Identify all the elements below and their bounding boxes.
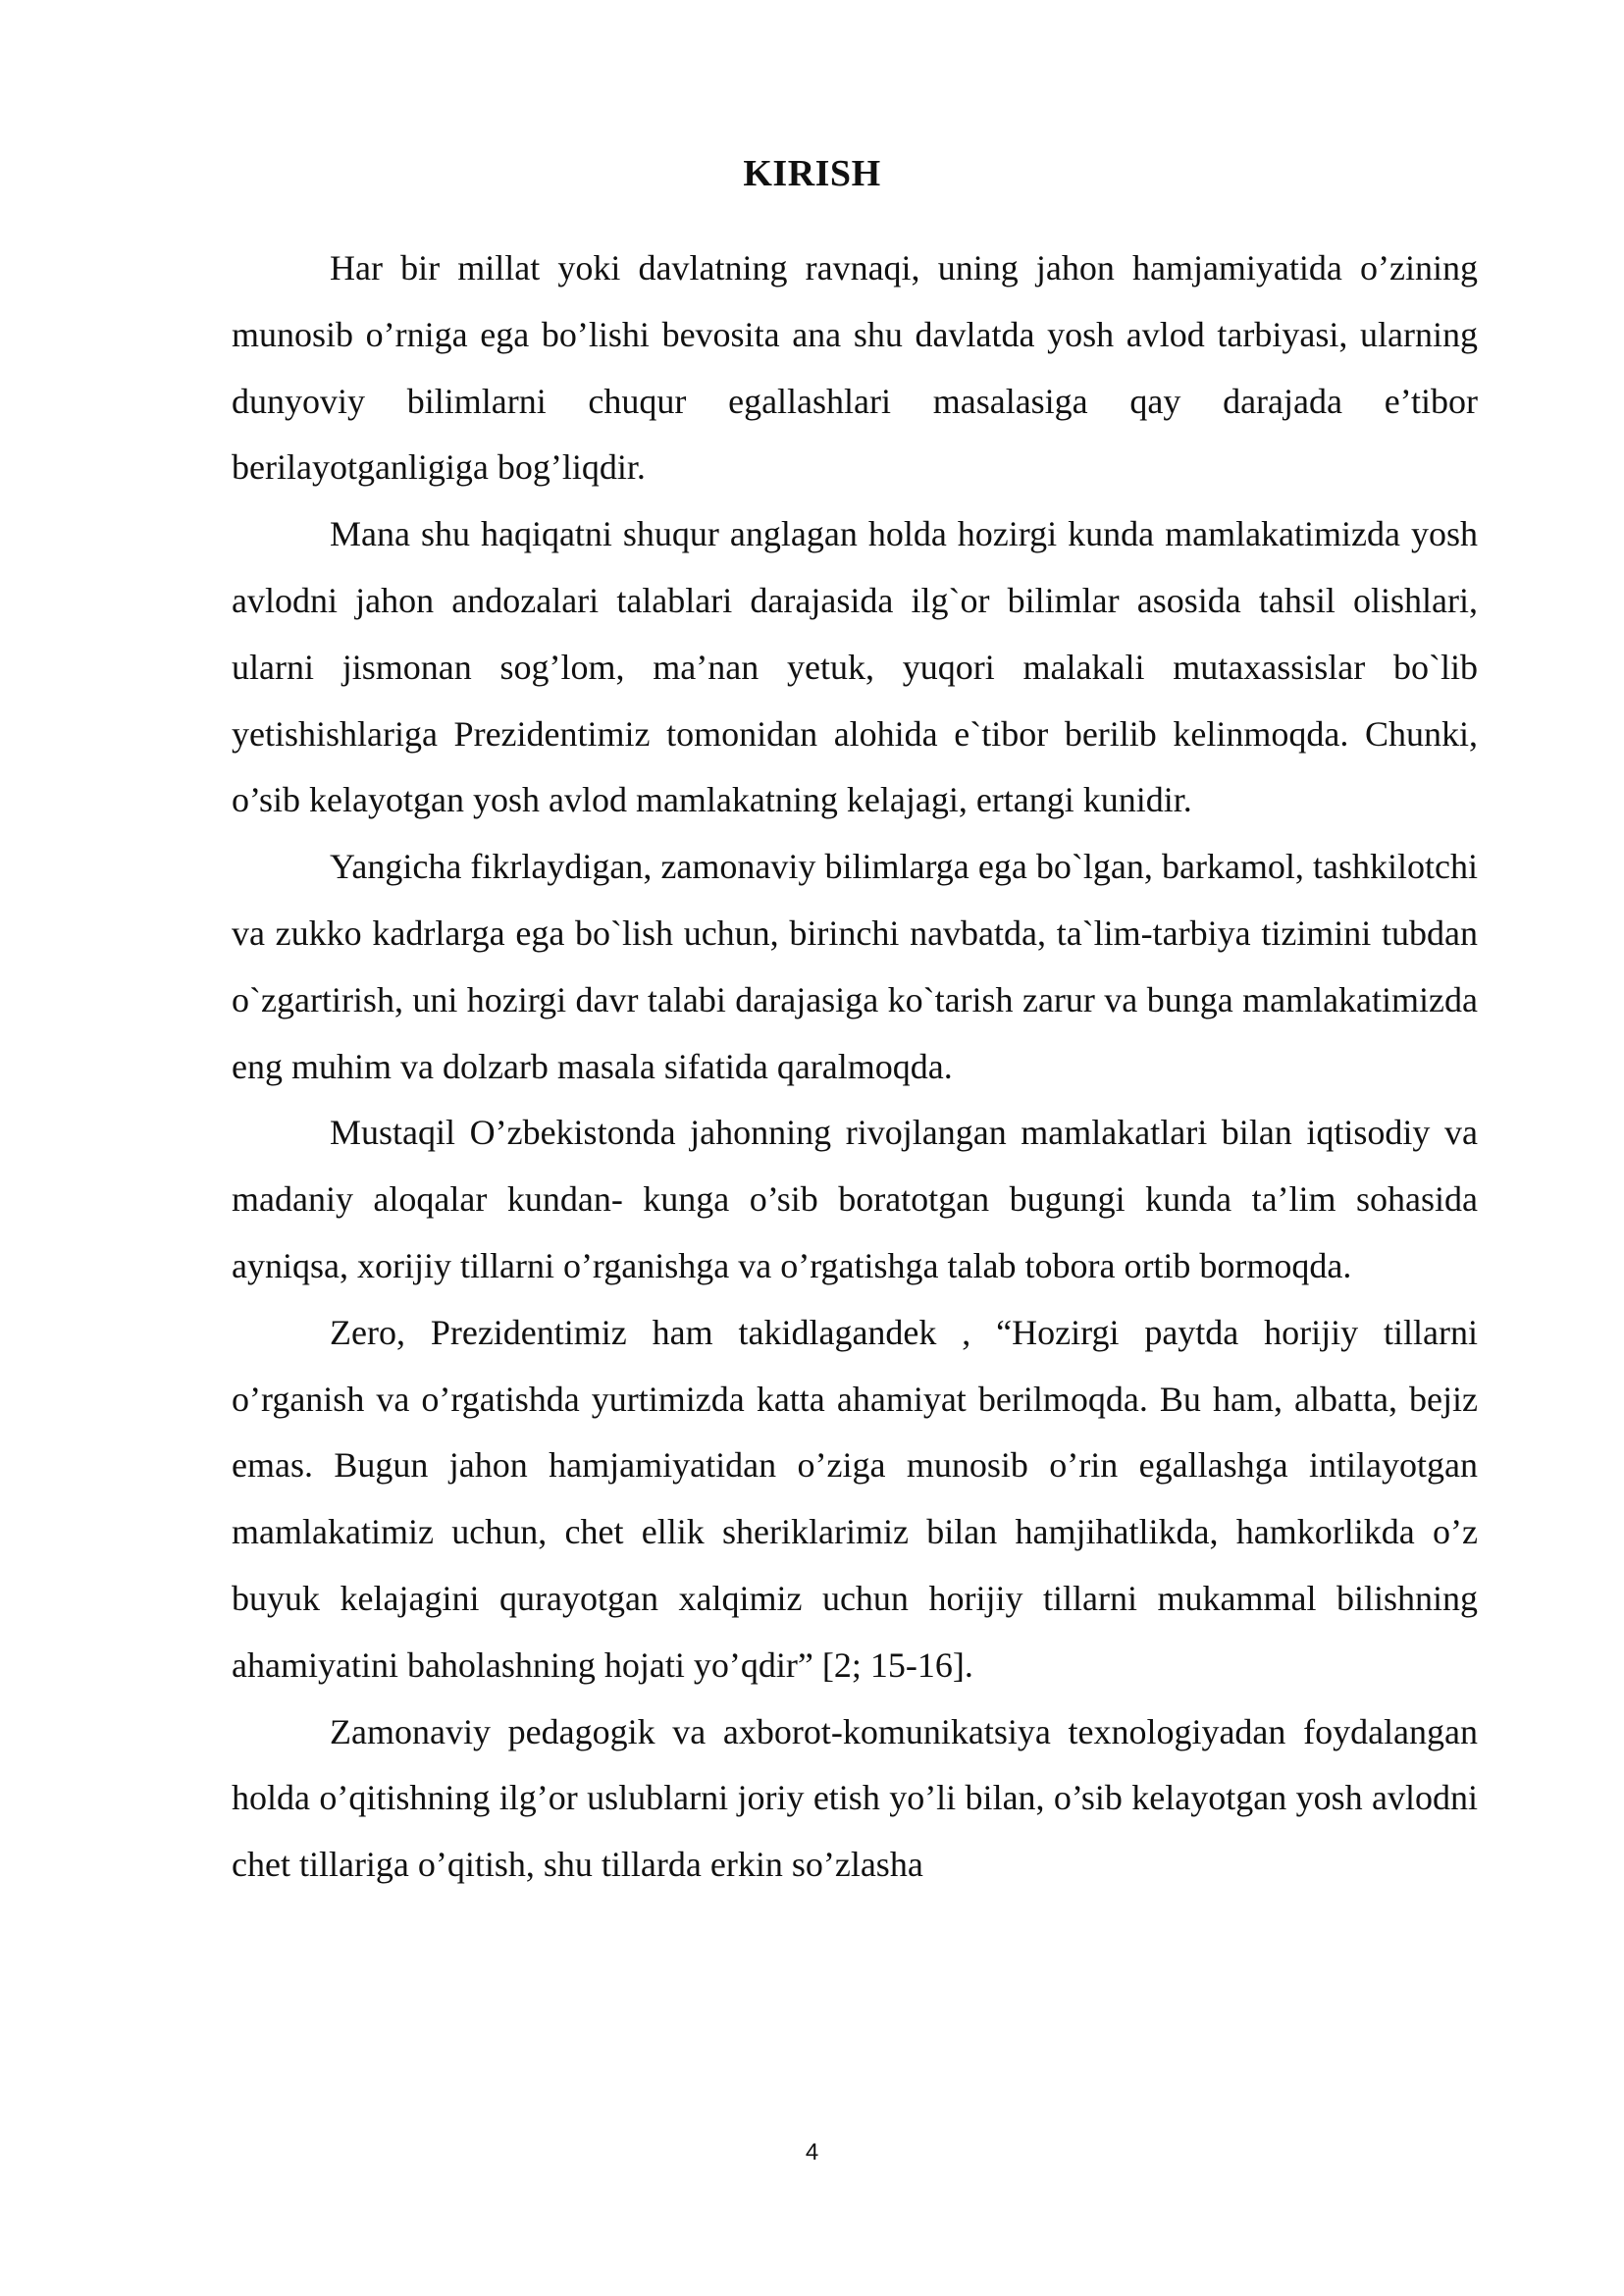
page-title: KIRISH — [743, 153, 881, 194]
body-text — [232, 235, 1478, 1899]
page-number: 4 — [805, 2139, 819, 2166]
paragraph-3: Yangicha fikrlaydigan, zamonaviy bilimlarga ega bo`lgan, barkamol, tashkilotchi va zukko kadrlarga ega bo`lish uchun, birinchi navbatda, ta`lim-tarbiya tizimini tubdan o`zgartirish, uni hozirgi davr talabi darajasiga ko`tarish zarur va bunga mamlakatimizda eng muhim va dolzarb masala sifatida qaralmoqda. — [232, 847, 1478, 1086]
paragraph-6: Zamonaviy pedagogik va axborot-komunikatsiya texnologiyadan foydalangan holda o’qitishning ilg’or uslublarni joriy etish yo’li bilan, o’sib kelayotgan yosh avlodni chet tillariga o’qitish, shu tillarda erkin so’zlasha — [232, 1711, 1478, 1885]
paragraph-1: Har bir millat yoki davlatning ravnaqi, uning jahon hamjamiyatida o’zining munosib o’rniga ega bo’lishi bevosita ana shu davlatda yosh avlod tarbiyasi, ularning dunyoviy bilimlarni chuqur egallashlari masalasiga qay darajada e’tibor berilayotganligiga bog’liqdir. — [232, 248, 1478, 488]
paragraph-5: Zero, Prezidentimiz ham takidlagandek , “Hozirgi paytda horijiy tillarni o’rganish va o’rgatishda yurtimizda katta ahamiyat berilmoqda. Bu ham, albatta, bejiz emas. Bugun jahon hamjamiyatidan o’ziga munosib o’rin egallashga intilayotgan mamlakatimiz uchun, chet ellik sheriklarimiz bilan hamjihatlikda, hamkorlikda o’z buyuk kelajagini qurayotgan xalqimiz uchun horijiy tillarni mukammal bilishning ahamiyatini baholashning hojati yo’qdir” [2; 15-16]. — [232, 1312, 1478, 1685]
paragraph-2: Mana shu haqiqatni shuqur anglagan holda hozirgi kunda mamlakatimizda yosh avlodni jahon andozalari talablari darajasida ilg`or bilimlar asosida tahsil olishlari, ularni jismonan sog’lom, ma’nan yetuk, yuqori malakali mutaxassislar bo`lib yetishishlariga Prezidentimiz tomonidan alohida e`tibor berilib kelinmoqda. Chunki, o’sib kelayotgan yosh avlod mamlakatning kelajagi, ertangi kunidir. — [232, 514, 1478, 820]
paragraph-4: Mustaqil O’zbekistonda jahonning rivojlangan mamlakatlari bilan iqtisodiy va madaniy aloqalar kundan- kunga o’sib boratotgan bugungi kunda ta’lim sohasida ayniqsa, xorijiy tillarni o’rganishga va o’rgatishga talab tobora ortib bormoqda. — [232, 1113, 1478, 1285]
